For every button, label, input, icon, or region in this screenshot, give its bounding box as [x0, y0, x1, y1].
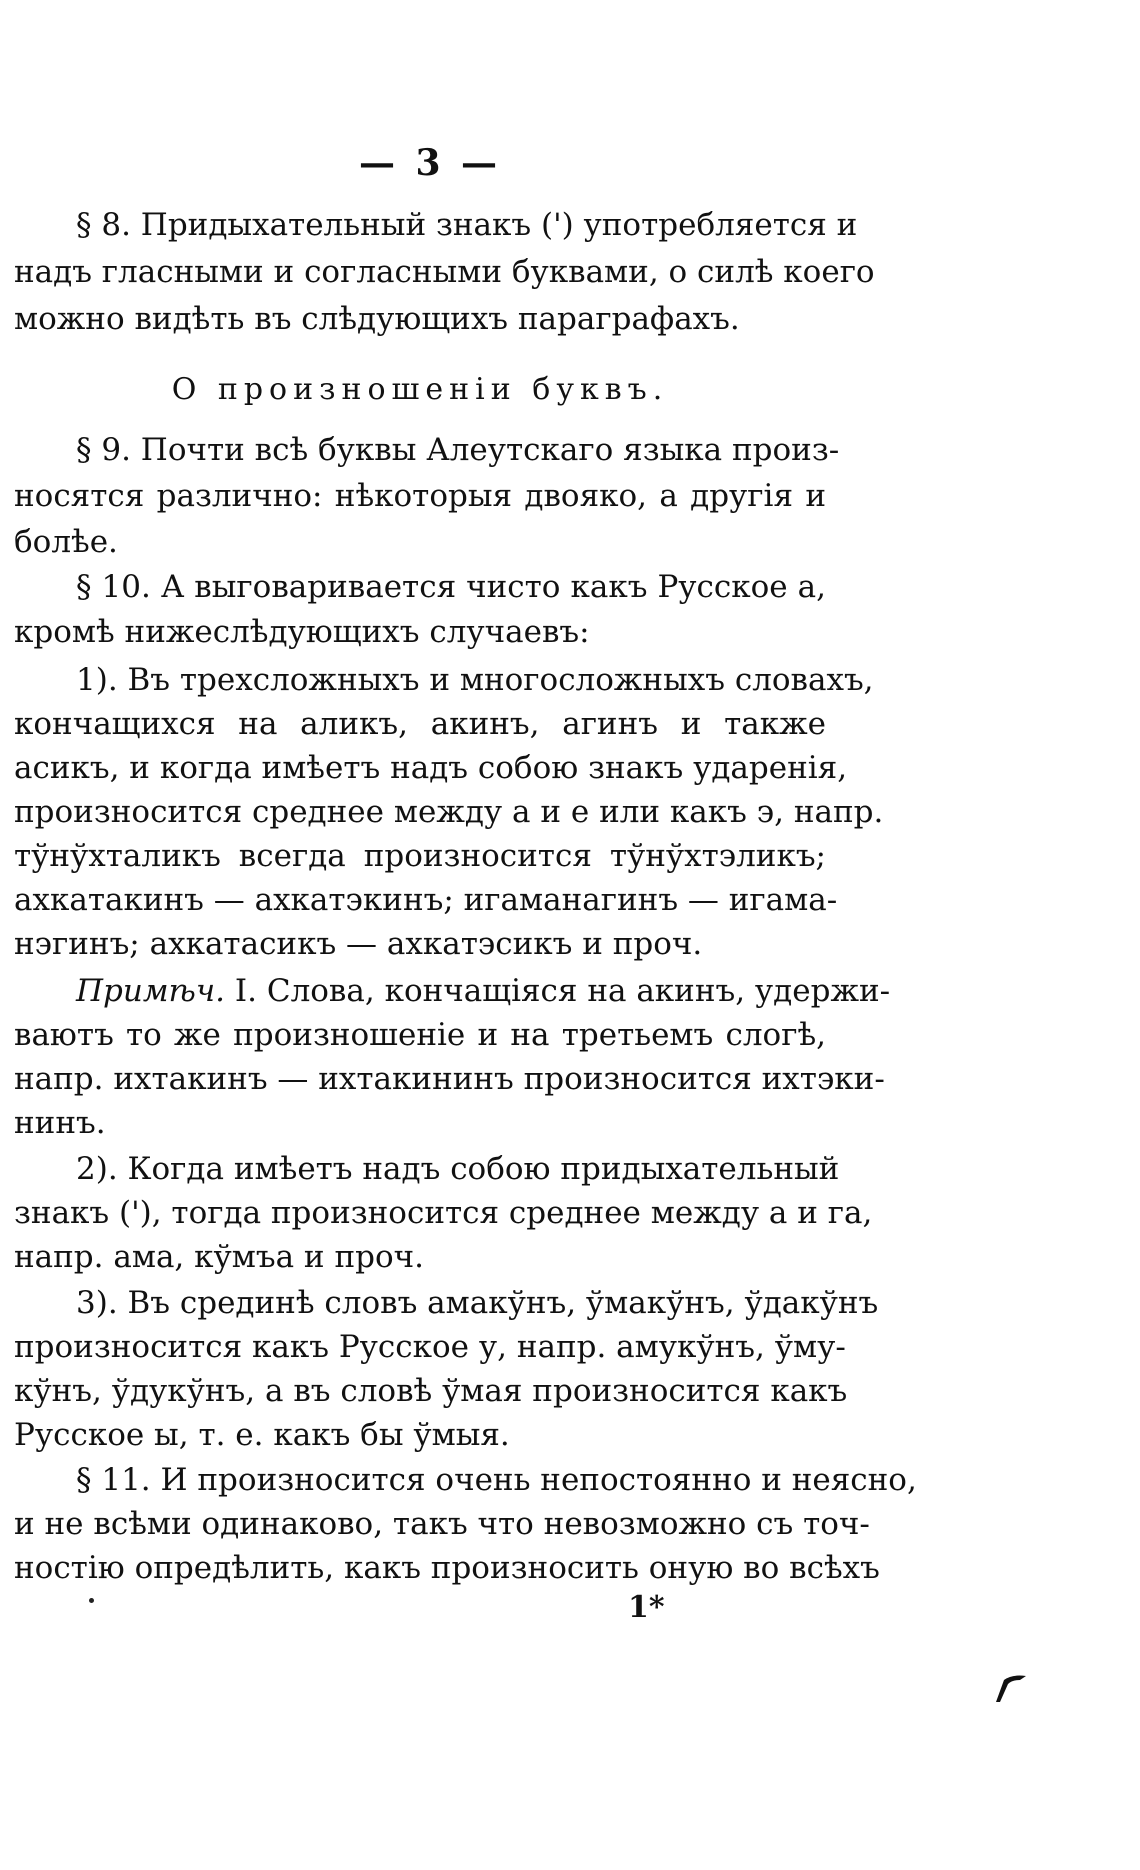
- paragraph-9-line-1: § 9. Почти всѣ буквы Алеутскаго языка произ-: [76, 432, 840, 468]
- rule-1-line-6: ахкатакинъ — ахкатэкинъ; игаманагинъ — игама-: [14, 882, 838, 918]
- paragraph-9-line-3: болѣе.: [14, 524, 118, 560]
- rule-2-line-1: 2). Когда имѣетъ надъ собою придыхательный: [76, 1151, 840, 1187]
- rule-2-line-2: знакъ ('), тогда произносится среднее между а и га,: [14, 1195, 873, 1231]
- rule-1-line-4: произносится среднее между а и е или какъ э, напр.: [14, 794, 884, 830]
- paragraph-10-line-1: § 10. А выговаривается чисто какъ Русское а,: [76, 569, 826, 605]
- ink-flourish: [990, 1672, 1032, 1704]
- paragraph-11-line-2: и не всѣми одинаково, такъ что невозможно съ точ-: [14, 1506, 870, 1542]
- paragraph-11-line-1: § 11. И произносится очень непостоянно и неясно,: [76, 1462, 917, 1498]
- paragraph-11-line-3: ностiю опредѣлить, какъ произносить оную во всѣхъ: [14, 1550, 880, 1586]
- rule-3-line-4: Русское ы, т. е. какъ бы ўмыя.: [14, 1417, 510, 1453]
- page-number: — 3 —: [358, 142, 502, 184]
- note-line-2: ваютъ то же произношенiе и на третьемъ слогѣ,: [14, 1017, 826, 1053]
- rule-1-line-7: нэгинъ; ахкатасикъ — ахкатэсикъ и проч.: [14, 926, 703, 962]
- rule-2-line-3: напр. ама, кўмъа и проч.: [14, 1239, 424, 1275]
- paragraph-8-line-3: можно видѣть въ слѣдующихъ параграфахъ.: [14, 301, 740, 337]
- rule-3-line-1: 3). Въ срединѣ словъ амакўнъ, ўмакўнъ, ўдакўнъ: [76, 1285, 879, 1321]
- note-line-1: [76, 971, 891, 1011]
- rule-1-line-3: асикъ, и когда имѣетъ надъ собою знакъ ударенiя,: [14, 750, 848, 786]
- rule-3-line-3: кўнъ, ўдукўнъ, а въ словѣ ўмая произносится какъ: [14, 1373, 848, 1409]
- ink-dot: [89, 1598, 94, 1603]
- note-line-4: нинъ.: [14, 1105, 106, 1141]
- note-label: Примѣч.: [76, 973, 226, 1009]
- paragraph-8-line-1: § 8. Придыхательный знакъ (') употребляется и: [76, 207, 858, 243]
- note-text: I. Слова, кончащiяся на акинъ, удержи-: [234, 973, 891, 1009]
- paragraph-8-line-2: надъ гласными и согласными буквами, о силѣ коего: [14, 254, 875, 290]
- rule-1-line-2: кончащихся на аликъ, акинъ, агинъ и также: [14, 706, 826, 742]
- paragraph-10-line-2: кромѣ нижеслѣдующихъ случаевъ:: [14, 614, 590, 650]
- section-heading: О произношенiи буквъ.: [171, 372, 669, 407]
- rule-1-line-1: 1). Въ трехсложныхъ и многосложныхъ словахъ,: [76, 662, 874, 698]
- paragraph-9-line-2: носятся различно: нѣкоторыя двояко, а другiя и: [14, 478, 826, 514]
- signature-mark: 1*: [628, 1590, 665, 1625]
- rule-1-line-5: тўнўхталикъ всегда произносится тўнўхтэликъ;: [14, 838, 826, 874]
- note-line-3: напр. ихтакинъ — ихтакининъ произносится ихтэки-: [14, 1061, 885, 1097]
- rule-3-line-2: произносится какъ Русское у, напр. амукўнъ, ўму-: [14, 1329, 846, 1365]
